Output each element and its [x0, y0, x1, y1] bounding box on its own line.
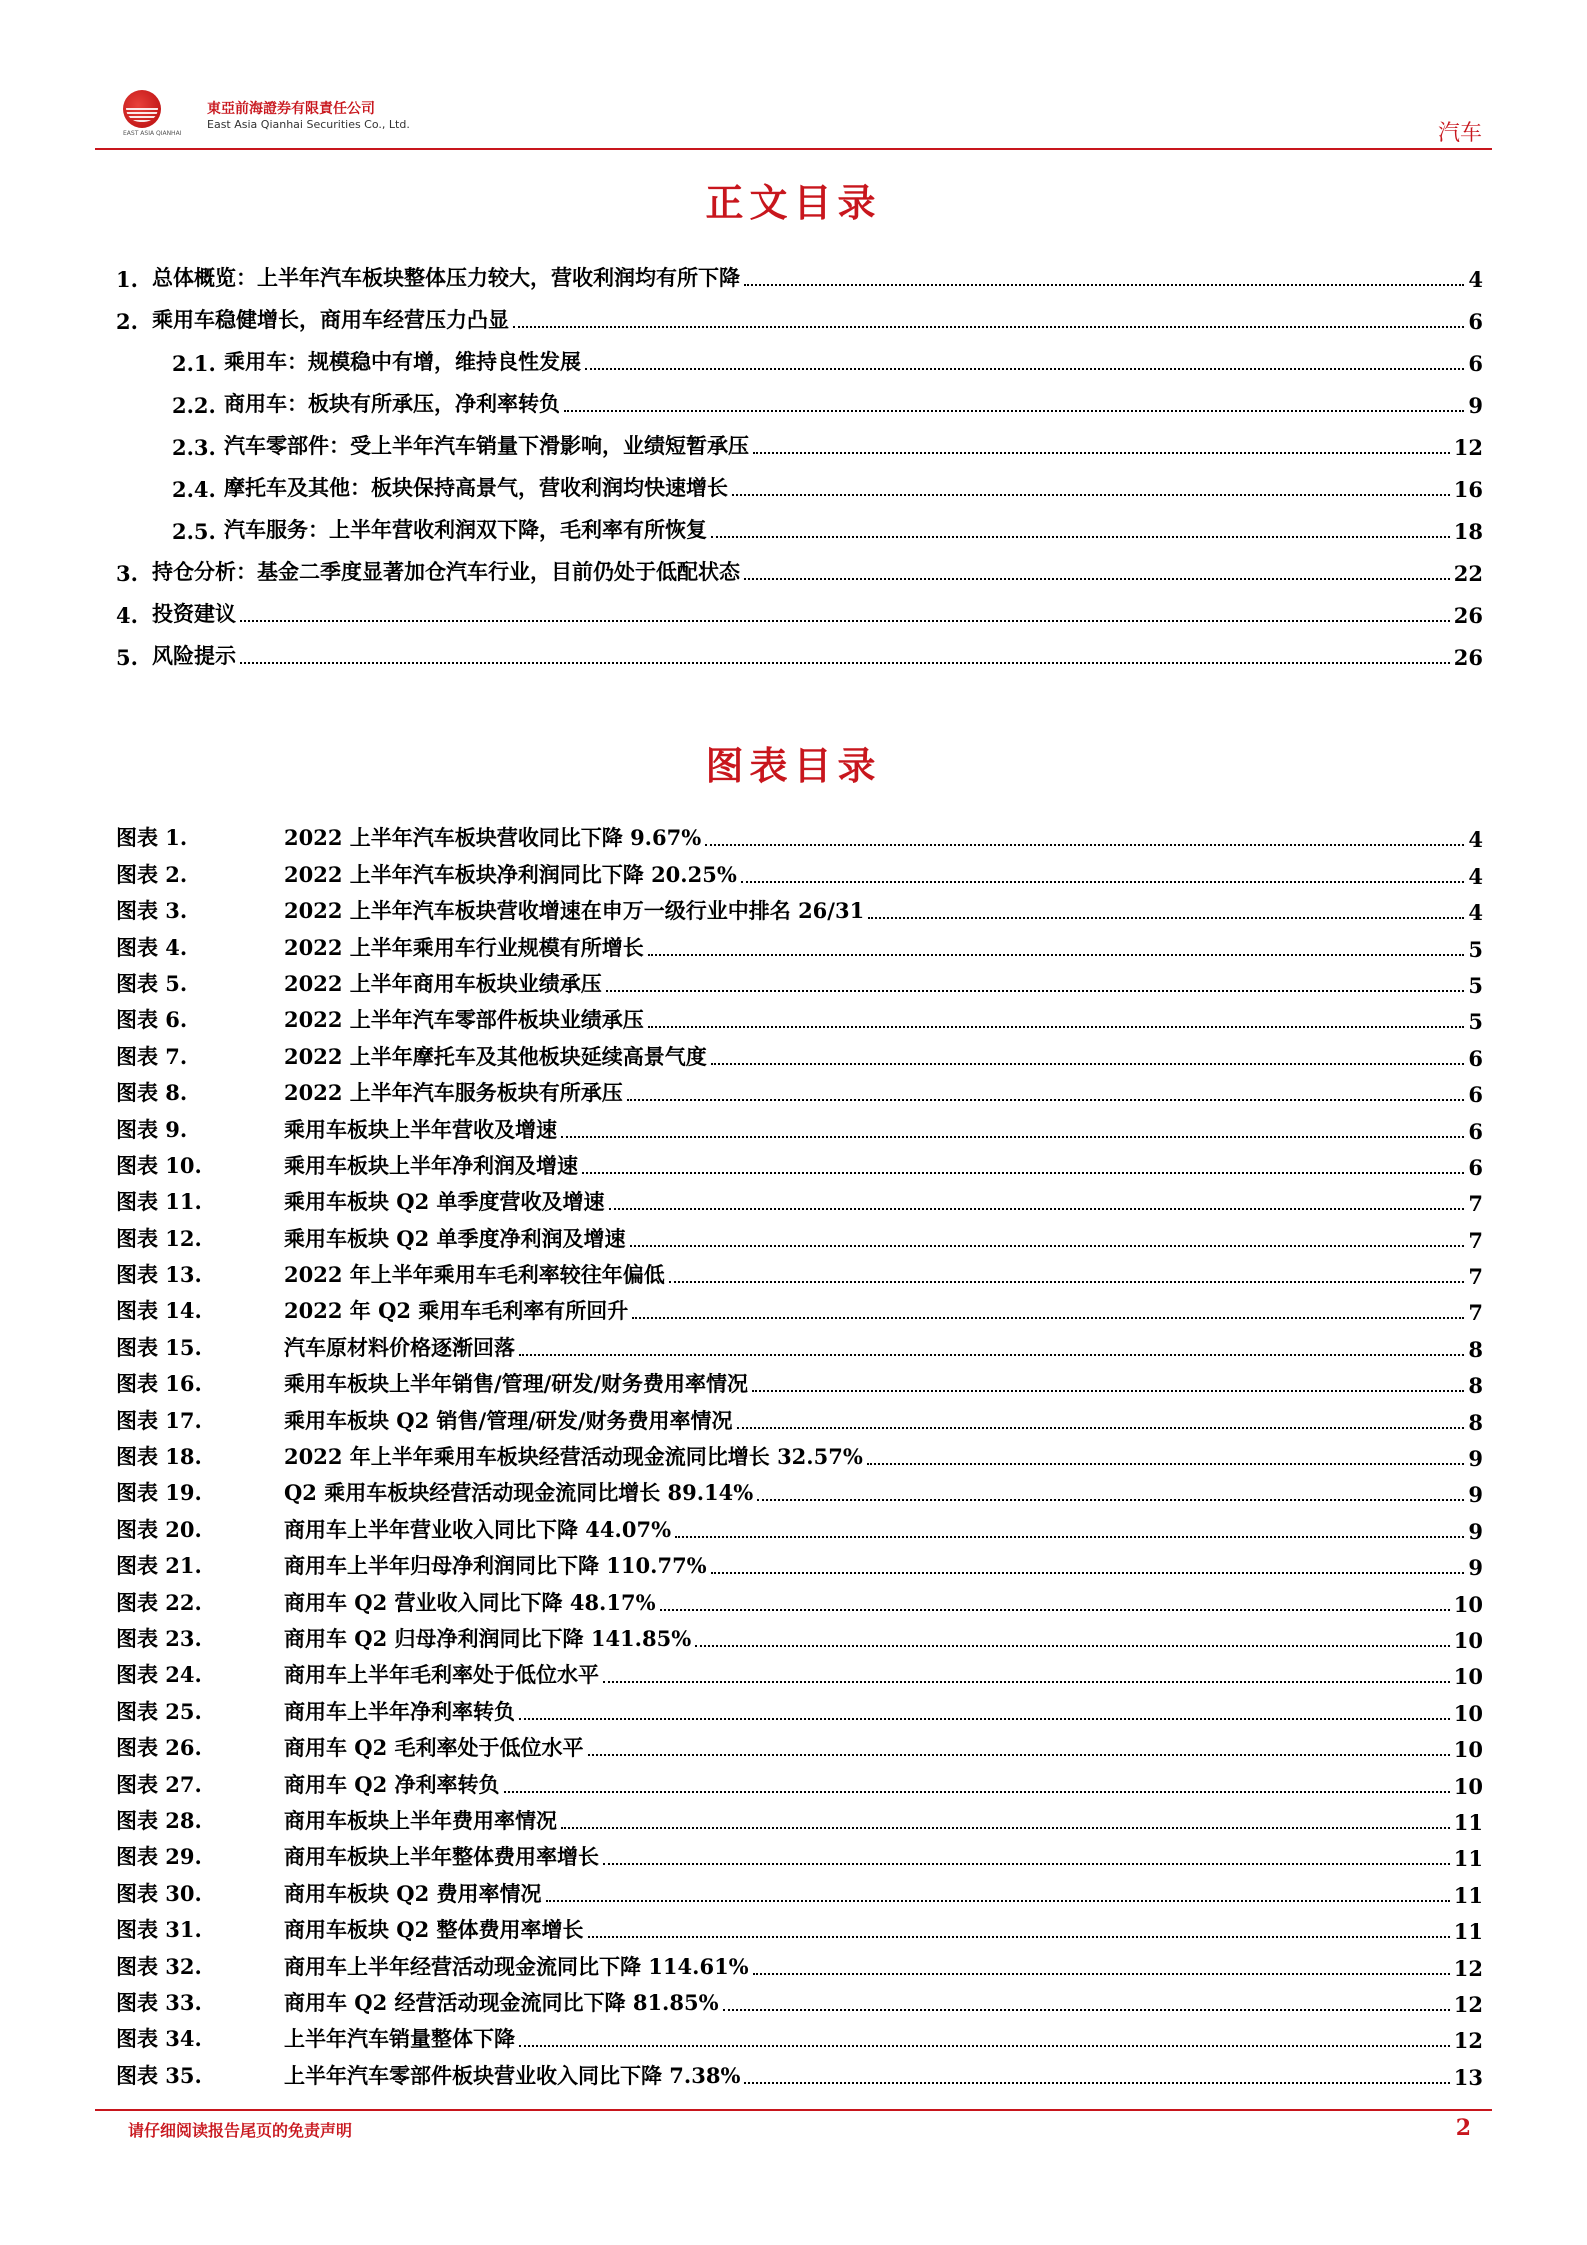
figure-entry-title: 2022 年上半年乘用车板块经营活动现金流同比增长 32.57% [284, 1444, 863, 1470]
figure-entry[interactable] [116, 1034, 1483, 1070]
figure-entry-page: 6 [1468, 1154, 1483, 1180]
figure-dot-leader [519, 1718, 1450, 1720]
toc-entry-title: 总体概览：上半年汽车板块整体压力较大，营收利润均有所下降 [152, 265, 740, 290]
toc-entry-title: 风险提示 [152, 643, 236, 668]
toc-entry-number: 2.5. [172, 519, 216, 544]
figure-entry-page: 6 [1468, 1045, 1483, 1071]
figure-entry-page: 5 [1468, 972, 1483, 998]
figure-entry-page: 11 [1453, 1809, 1483, 1835]
toc-entry-page: 26 [1453, 645, 1483, 670]
toc-entry-title: 商用车：板块有所承压，净利率转负 [224, 391, 560, 416]
toc-list [116, 250, 1483, 670]
toc-entry-number: 2.3. [172, 435, 216, 460]
figure-dot-leader [757, 1499, 1464, 1501]
figure-dot-leader [632, 1317, 1464, 1319]
figure-entry-title: 商用车板块上半年费用率情况 [284, 1807, 557, 1833]
figure-dot-leader [609, 1208, 1465, 1210]
figure-entry-page: 5 [1468, 936, 1483, 962]
figure-entry-title: 2022 年上半年乘用车毛利率较往年偏低 [284, 1262, 665, 1288]
figure-dot-leader [630, 1245, 1465, 1247]
figure-entry-title: 商用车上半年归母净利润同比下降 110.77% [284, 1553, 707, 1579]
figure-entry-title: 乘用车板块 Q2 单季度净利润及增速 [284, 1225, 626, 1251]
figure-entry-label: 图表 4. [116, 934, 188, 960]
toc-entry-title: 汽车服务：上半年营收利润双下降，毛利率有所恢复 [224, 517, 707, 542]
figure-entry-page: 12 [1453, 1991, 1483, 2017]
toc-dot-leader [744, 578, 1450, 580]
figure-entry-title: 商用车上半年经营活动现金流同比下降 114.61% [284, 1953, 749, 1979]
figure-entry-title: 商用车板块 Q2 整体费用率增长 [284, 1917, 584, 1943]
footer-divider [95, 2109, 1492, 2111]
figure-entry-label: 图表 19. [116, 1480, 202, 1506]
toc-entry-number: 2.2. [172, 393, 216, 418]
figures-list [116, 816, 1483, 2090]
toc-entry[interactable] [116, 418, 1483, 460]
toc-entry-title: 持仓分析：基金二季度显著加仓汽车行业，目前仍处于低配状态 [152, 559, 740, 584]
figure-entry-title: 乘用车板块 Q2 销售/管理/研发/财务费用率情况 [284, 1407, 733, 1433]
company-name-cn: 東亞前海證券有限責任公司 [207, 101, 375, 117]
figure-entry-page: 12 [1453, 2028, 1483, 2054]
toc-entry[interactable] [116, 544, 1483, 586]
figure-entry-title: 汽车原材料价格逐渐回落 [284, 1334, 515, 1360]
figure-entry-page: 4 [1468, 863, 1483, 889]
toc-dot-leader [564, 410, 1464, 412]
figure-entry-page: 4 [1468, 900, 1483, 926]
figure-entry[interactable] [116, 1325, 1483, 1361]
figure-entry[interactable] [116, 1653, 1483, 1689]
figure-entry-page: 10 [1453, 1627, 1483, 1653]
toc-entry-number: 1. [116, 267, 138, 292]
figure-entry-label: 图表 1. [116, 825, 188, 851]
figure-entry-label: 图表 20. [116, 1516, 202, 1542]
toc-dot-leader [753, 452, 1450, 454]
figure-entry-title: 乘用车板块上半年净利润及增速 [284, 1152, 578, 1178]
toc-entry[interactable] [116, 292, 1483, 334]
figure-entry-label: 图表 15. [116, 1334, 202, 1360]
figure-entry[interactable] [116, 925, 1483, 961]
figure-entry[interactable] [116, 1689, 1483, 1725]
toc-entry-number: 2.1. [172, 351, 216, 376]
figure-entry-label: 图表 9. [116, 1116, 188, 1142]
figure-entry[interactable] [116, 2053, 1483, 2089]
figure-entry-label: 图表 16. [116, 1371, 202, 1397]
figure-entry-title: 2022 年 Q2 乘用车毛利率有所回升 [284, 1298, 629, 1324]
figure-entry-title: 2022 上半年汽车板块营收增速在申万一级行业中排名 26/31 [284, 898, 865, 924]
figure-entry-label: 图表 35. [116, 2062, 202, 2088]
header-divider [95, 148, 1492, 150]
figure-entry-page: 10 [1453, 1737, 1483, 1763]
figure-entry-title: 商用车 Q2 毛利率处于低位水平 [284, 1735, 584, 1761]
figure-entry-label: 图表 2. [116, 861, 188, 887]
figure-entry-label: 图表 10. [116, 1152, 202, 1178]
figure-entry-title: 商用车上半年净利率转负 [284, 1698, 515, 1724]
toc-entry-page: 6 [1468, 351, 1483, 376]
figure-dot-leader [868, 917, 1464, 919]
figure-entry-title: 乘用车板块上半年营收及增速 [284, 1116, 557, 1142]
figure-entry-page: 8 [1468, 1409, 1483, 1435]
figure-entry[interactable] [116, 1071, 1483, 1107]
figure-dot-leader [603, 1863, 1450, 1865]
figure-dot-leader [627, 1099, 1465, 1101]
figure-entry-title: 2022 上半年汽车板块营收同比下降 9.67% [284, 825, 702, 851]
toc-entry-title: 汽车零部件：受上半年汽车销量下滑影响，业绩短暂承压 [224, 433, 749, 458]
figure-entry-page: 7 [1468, 1191, 1483, 1217]
figure-dot-leader [519, 2045, 1450, 2047]
toc-entry[interactable] [116, 460, 1483, 502]
toc-dot-leader [585, 368, 1464, 370]
figure-dot-leader [711, 1063, 1465, 1065]
toc-dot-leader [711, 536, 1450, 538]
figure-entry-label: 图表 17. [116, 1407, 202, 1433]
toc-entry-number: 2.4. [172, 477, 216, 502]
figure-dot-leader [705, 844, 1464, 846]
figure-entry-title: 2022 上半年商用车板块业绩承压 [284, 970, 602, 996]
toc-entry-number: 4. [116, 603, 138, 628]
figure-entry-page: 6 [1468, 1118, 1483, 1144]
figure-entry-page: 10 [1453, 1773, 1483, 1799]
figure-entry-label: 图表 26. [116, 1735, 202, 1761]
figure-entry-label: 图表 5. [116, 970, 188, 996]
figure-dot-leader [561, 1827, 1450, 1829]
figure-entry-title: 商用车 Q2 营业收入同比下降 48.17% [284, 1589, 656, 1615]
figure-entry[interactable] [116, 1726, 1483, 1762]
toc-dot-leader [513, 326, 1464, 328]
figure-entry-page: 9 [1468, 1555, 1483, 1581]
figure-entry-page: 10 [1453, 1700, 1483, 1726]
toc-entry-number: 2. [116, 309, 138, 334]
figure-dot-leader [648, 1026, 1465, 1028]
figure-entry-page: 9 [1468, 1446, 1483, 1472]
figure-entry-title: 上半年汽车零部件板块营业收入同比下降 7.38% [284, 2062, 741, 2088]
figure-dot-leader [606, 990, 1465, 992]
sector-label: 汽车 [1437, 121, 1482, 146]
figure-entry[interactable] [116, 1944, 1483, 1980]
figure-entry-title: 2022 上半年汽车板块净利润同比下降 20.25% [284, 861, 737, 887]
figure-entry-label: 图表 18. [116, 1444, 202, 1470]
figure-dot-leader [546, 1900, 1450, 1902]
figure-entry[interactable] [116, 1835, 1483, 1871]
figure-entry[interactable] [116, 1435, 1483, 1471]
figure-dot-leader [695, 1645, 1450, 1647]
figure-entry-page: 11 [1453, 1919, 1483, 1945]
figure-entry[interactable] [116, 1580, 1483, 1616]
figure-dot-leader [588, 1754, 1450, 1756]
figure-entry-page: 7 [1468, 1264, 1483, 1290]
figure-dot-leader [519, 1354, 1464, 1356]
figure-entry[interactable] [116, 962, 1483, 998]
figure-entry-title: 商用车 Q2 经营活动现金流同比下降 81.85% [284, 1989, 719, 2015]
figure-entry[interactable] [116, 1253, 1483, 1289]
figure-dot-leader [561, 1136, 1464, 1138]
toc-entry[interactable] [116, 502, 1483, 544]
figure-entry-page: 8 [1468, 1336, 1483, 1362]
figure-entry-label: 图表 13. [116, 1262, 202, 1288]
figure-entry-title: 商用车上半年毛利率处于低位水平 [284, 1662, 599, 1688]
figure-entry-label: 图表 30. [116, 1880, 202, 1906]
toc-title: 正文目录 [705, 180, 882, 225]
figure-entry-title: 商用车板块 Q2 费用率情况 [284, 1880, 542, 1906]
figure-entry[interactable] [116, 1762, 1483, 1798]
toc-entry[interactable] [116, 250, 1483, 292]
figure-dot-leader [648, 954, 1465, 956]
figure-dot-leader [723, 2009, 1450, 2011]
footer-disclaimer: 请仔细阅读报告尾页的免责声明 [128, 2121, 353, 2140]
figure-entry-page: 12 [1453, 1955, 1483, 1981]
figure-dot-leader [603, 1681, 1450, 1683]
figure-dot-leader [669, 1281, 1465, 1283]
toc-entry-page: 4 [1468, 267, 1483, 292]
company-logo [123, 90, 410, 137]
figure-dot-leader [753, 1973, 1450, 1975]
figure-dot-leader [588, 1936, 1450, 1938]
toc-entry[interactable] [116, 334, 1483, 376]
figure-entry[interactable] [116, 1871, 1483, 1907]
toc-entry-number: 3. [116, 561, 138, 586]
company-name-en: East Asia Qianhai Securities Co., Ltd. [207, 118, 410, 131]
figure-entry-label: 图表 6. [116, 1007, 188, 1033]
figure-entry[interactable] [116, 889, 1483, 925]
toc-entry[interactable] [116, 628, 1483, 670]
figure-entry-label: 图表 25. [116, 1698, 202, 1724]
figure-dot-leader [741, 881, 1465, 883]
toc-dot-leader [240, 662, 1450, 664]
figure-entry[interactable] [116, 998, 1483, 1034]
toc-entry-title: 乘用车稳健增长，商用车经营压力凸显 [152, 307, 509, 332]
figure-entry-page: 5 [1468, 1009, 1483, 1035]
toc-dot-leader [732, 494, 1450, 496]
figure-entry-title: 2022 上半年乘用车行业规模有所增长 [284, 934, 644, 960]
figure-entry[interactable] [116, 1362, 1483, 1398]
toc-entry-page: 26 [1453, 603, 1483, 628]
figure-entry-title: 商用车 Q2 净利率转负 [284, 1771, 500, 1797]
figure-entry-title: 商用车 Q2 归母净利润同比下降 141.85% [284, 1625, 692, 1651]
figure-entry-title: 商用车上半年营业收入同比下降 44.07% [284, 1516, 672, 1542]
figure-entry-label: 图表 22. [116, 1589, 202, 1615]
figure-entry-label: 图表 33. [116, 1989, 202, 2015]
figure-dot-leader [582, 1172, 1464, 1174]
figures-title: 图表目录 [705, 743, 882, 788]
toc-entry-page: 18 [1453, 519, 1483, 544]
figure-entry-label: 图表 24. [116, 1662, 202, 1688]
figure-entry[interactable] [116, 1507, 1483, 1543]
figure-dot-leader [752, 1390, 1464, 1392]
figure-entry-label: 图表 23. [116, 1625, 202, 1651]
figure-dot-leader [744, 2082, 1449, 2084]
figure-entry-page: 13 [1453, 2064, 1483, 2090]
figure-entry-label: 图表 7. [116, 1043, 188, 1069]
toc-entry-title: 投资建议 [152, 601, 236, 626]
figure-entry-label: 图表 14. [116, 1298, 202, 1324]
figure-entry-page: 7 [1468, 1227, 1483, 1253]
figure-entry[interactable] [116, 1981, 1483, 2017]
figure-entry[interactable] [116, 1544, 1483, 1580]
figure-entry-label: 图表 8. [116, 1080, 188, 1106]
figure-entry-title: 乘用车板块上半年销售/管理/研发/财务费用率情况 [284, 1371, 749, 1397]
figure-entry-page: 11 [1453, 1846, 1483, 1872]
toc-entry-page: 12 [1453, 435, 1483, 460]
figure-entry-page: 10 [1453, 1591, 1483, 1617]
figure-entry-label: 图表 11. [116, 1189, 202, 1215]
figure-entry-label: 图表 29. [116, 1844, 202, 1870]
figure-entry-title: Q2 乘用车板块经营活动现金流同比增长 89.14% [284, 1480, 754, 1506]
figure-entry-page: 9 [1468, 1482, 1483, 1508]
figure-entry[interactable] [116, 816, 1483, 852]
figure-entry-label: 图表 34. [116, 2026, 202, 2052]
figure-entry-title: 商用车板块上半年整体费用率增长 [284, 1844, 599, 1870]
figure-dot-leader [504, 1791, 1450, 1793]
figure-dot-leader [711, 1572, 1465, 1574]
figure-dot-leader [867, 1463, 1465, 1465]
figure-entry-title: 乘用车板块 Q2 单季度营收及增速 [284, 1189, 605, 1215]
figure-entry-title: 2022 上半年汽车服务板块有所承压 [284, 1080, 623, 1106]
toc-entry-page: 16 [1453, 477, 1483, 502]
toc-entry[interactable] [116, 376, 1483, 418]
figure-entry[interactable] [116, 852, 1483, 888]
figure-entry[interactable] [116, 1216, 1483, 1252]
figure-entry[interactable] [116, 1107, 1483, 1143]
toc-entry-page: 9 [1468, 393, 1483, 418]
figure-dot-leader [737, 1427, 1465, 1429]
figure-entry-title: 2022 上半年摩托车及其他板块延续高景气度 [284, 1043, 707, 1069]
toc-entry-number: 5. [116, 645, 138, 670]
toc-entry-page: 6 [1468, 309, 1483, 334]
figure-entry-label: 图表 32. [116, 1953, 202, 1979]
figure-entry[interactable] [116, 1180, 1483, 1216]
figure-entry[interactable] [116, 1908, 1483, 1944]
figure-entry-page: 10 [1453, 1664, 1483, 1690]
figure-entry-title: 上半年汽车销量整体下降 [284, 2026, 515, 2052]
figure-dot-leader [660, 1609, 1450, 1611]
figure-entry-label: 图表 27. [116, 1771, 202, 1797]
figure-entry-page: 7 [1468, 1300, 1483, 1326]
figure-entry[interactable] [116, 1398, 1483, 1434]
figure-entry[interactable] [116, 1617, 1483, 1653]
figure-entry-page: 6 [1468, 1082, 1483, 1108]
figure-entry[interactable] [116, 1799, 1483, 1835]
figure-entry-page: 9 [1468, 1518, 1483, 1544]
page-header [95, 88, 1492, 150]
figure-entry-page: 4 [1468, 827, 1483, 853]
figure-entry-label: 图表 3. [116, 898, 188, 924]
toc-entry-page: 22 [1453, 561, 1483, 586]
figure-entry-label: 图表 28. [116, 1807, 202, 1833]
toc-entry-title: 摩托车及其他：板块保持高景气，营收利润均快速增长 [224, 475, 728, 500]
logo-small-text: EAST ASIA QIANHAI [123, 130, 182, 137]
figure-entry[interactable] [116, 1471, 1483, 1507]
figure-entry[interactable] [116, 2017, 1483, 2053]
figure-entry-page: 11 [1453, 1882, 1483, 1908]
figure-dot-leader [675, 1536, 1464, 1538]
page-number: 2 [1455, 2115, 1471, 2141]
figure-entry-title: 2022 上半年汽车零部件板块业绩承压 [284, 1007, 644, 1033]
figure-entry-label: 图表 21. [116, 1553, 202, 1579]
figure-entry-label: 图表 31. [116, 1917, 202, 1943]
toc-dot-leader [240, 620, 1450, 622]
toc-entry-title: 乘用车：规模稳中有增，维持良性发展 [224, 349, 581, 374]
toc-dot-leader [744, 284, 1464, 286]
toc-entry[interactable] [116, 586, 1483, 628]
figure-entry[interactable] [116, 1289, 1483, 1325]
figure-entry-page: 8 [1468, 1373, 1483, 1399]
figure-entry[interactable] [116, 1144, 1483, 1180]
figure-entry-label: 图表 12. [116, 1225, 202, 1251]
